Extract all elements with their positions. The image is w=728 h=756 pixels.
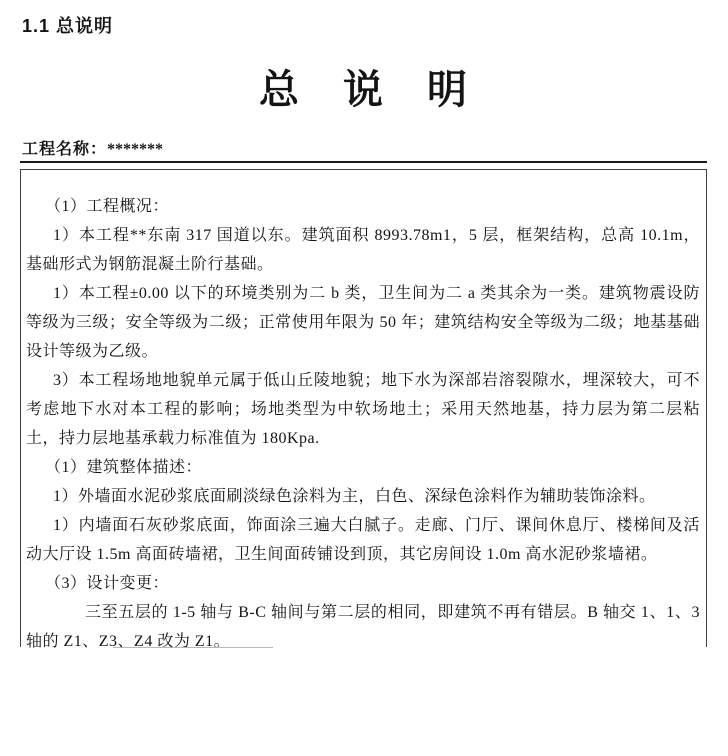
paragraph-environment-class: 1）本工程±0.00 以下的环境类别为二 b 类，卫生间为二 a 类其余为一类。建筑物震设防等级为三级；安全等级为二级；正常使用年限为 50 年；建筑结构安全等级为二级；地基基础设计等级为乙级。 xyxy=(26,285,700,360)
paragraph-architecture-heading: （1）建筑整体描述： xyxy=(45,459,203,476)
paragraph-site-geology: 3）本工程场地地貌单元属于低山丘陵地貌；地下水为深部岩溶裂隙水，埋深较大，可不考虑地下水对本工程的影响；场地类型为中软场地土；采用天然地基，持力层为第二层粘土，持力层地基承载力标准值为 180Kpa. xyxy=(26,372,700,447)
paragraph-building-overview: 1）本工程**东南 317 国道以东。建筑面积 8993.78m1，5 层，框架结构，总高 10.1m，基础形式为钢筋混凝土阶行基础。 xyxy=(26,227,700,273)
document-title: 总 说 明 xyxy=(259,67,469,112)
paragraph-project-overview-heading: （1）工程概况： xyxy=(45,198,170,215)
section-heading: 1.1 总说明 xyxy=(22,16,114,36)
project-name-row xyxy=(22,136,163,159)
project-name-value: ******* xyxy=(107,141,164,158)
project-name-label: 工程名称： xyxy=(22,141,108,158)
project-name-underline xyxy=(20,161,707,163)
paragraph-exterior-wall: 1）外墙面水泥砂浆底面刷淡绿色涂料为主，白色、深绿色涂料作为辅助装饰涂料。 xyxy=(53,488,656,505)
notes-box xyxy=(20,169,707,650)
paragraph-design-change-heading: （3）设计变更： xyxy=(45,575,170,592)
box-bottom-border-segment xyxy=(113,647,273,648)
paragraph-interior-wall: 1）内墙面石灰砂浆底面，饰面涂三遍大白腻子。走廊、门厅、课间休息厅、楼梯间及活动大厅设 1.5m 高面砖墙裙，卫生间面砖铺设到顶，其它房间设 1.0m 高水泥砂浆墙裙。 xyxy=(26,517,700,563)
paragraph-design-change-detail: 三至五层的 1-5 轴与 B-C 轴间与第二层的相同，即建筑不再有错层。B 轴交 1、1、3 轴的 Z1、Z3、Z4 改为 Z1。 xyxy=(26,604,700,650)
